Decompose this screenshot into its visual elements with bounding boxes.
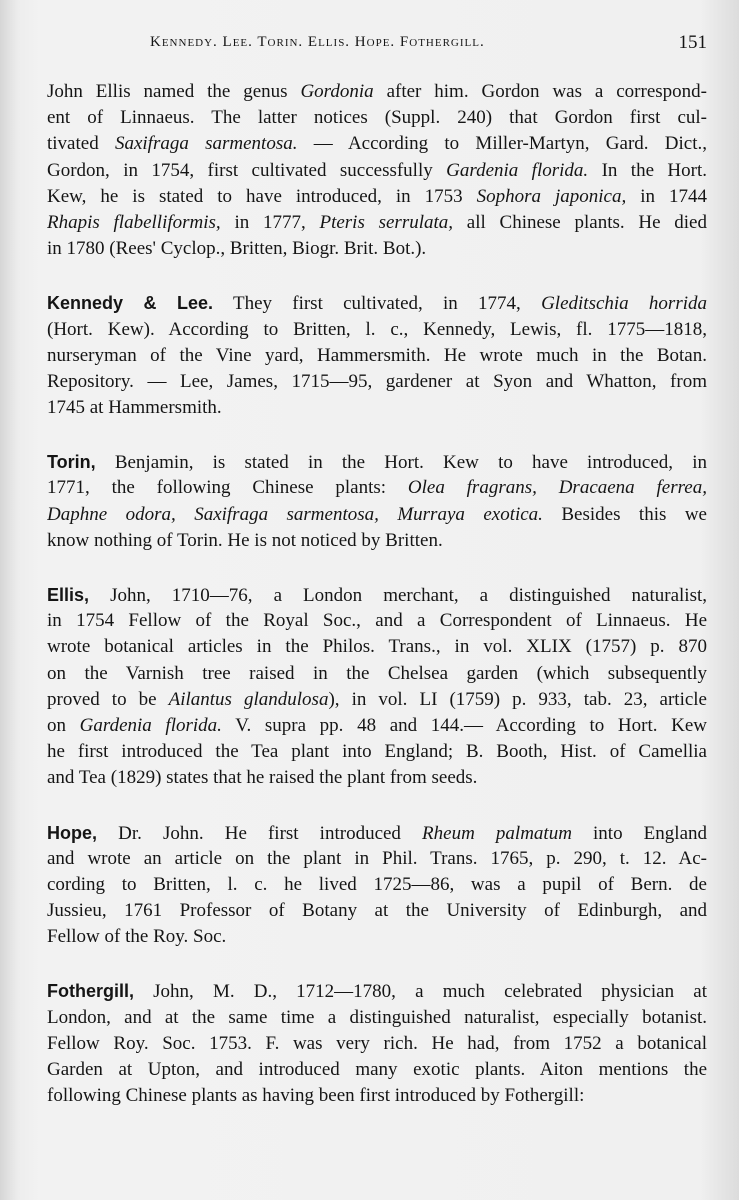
text-run: after him. Gordon was a correspond- — [373, 81, 707, 102]
paragraph-gap — [47, 262, 707, 290]
text-run: in 1754 Fellow of the Royal Soc., and a Correspondent of Linnaeus. He — [47, 610, 707, 632]
paragraph-gap — [47, 950, 707, 978]
text-line — [47, 1005, 707, 1031]
text-line — [47, 343, 707, 369]
text-line — [47, 846, 707, 872]
text-run: tivated — [47, 133, 115, 155]
paragraph — [47, 582, 707, 792]
text-line — [47, 582, 707, 608]
text-line — [47, 184, 707, 210]
text-line — [47, 872, 707, 898]
text-run: London, and at the same time a distinguished naturalist, especially botanist. — [47, 1006, 707, 1028]
text-run: wrote botanical articles in the Philos. Trans., in vol. XLIX (1757) p. 870 — [47, 636, 707, 658]
text-line — [47, 1031, 707, 1057]
text-run: in 1780 (Rees' Cyclop., Britten, Biogr. Brit. Bot.). — [47, 238, 427, 260]
text-run: John Ellis named the genus — [47, 81, 301, 102]
text-run: In the Hort. — [588, 159, 707, 181]
text-line — [47, 687, 707, 713]
text-line — [47, 475, 707, 501]
text-run: Garden at Upton, and introduced many exotic plants. Aiton mentions the — [47, 1059, 707, 1080]
running-head-title: Kennedy. Lee. Torin. Ellis. Hope. Fothergill. — [150, 34, 485, 50]
italic-text: Ailantus glandulosa — [168, 688, 329, 710]
text-line — [47, 395, 707, 421]
text-line — [47, 158, 707, 184]
italic-text: Gardenia florida. — [446, 159, 589, 181]
paragraph — [47, 978, 707, 1109]
text-line — [47, 661, 707, 687]
paragraph-gap — [47, 554, 707, 582]
text-run: Dr. John. He first introduced — [97, 822, 423, 844]
text-line — [47, 820, 707, 846]
paragraph-gap — [47, 792, 707, 820]
body-text — [47, 79, 707, 1109]
text-run: on the Varnish tree raised in the Chelsea garden (which subsequently — [47, 662, 707, 684]
text-run: John, 1710—76, a London merchant, a distinguished naturalist, — [89, 585, 707, 606]
italic-text: Olea fragrans, Dracaena ferrea, — [407, 477, 707, 499]
text-line — [47, 713, 707, 739]
text-run: — According to Miller-Martyn, Gard. Dict., — [297, 133, 707, 155]
text-run: John, M. D., 1712—1780, a much celebrated physician at — [134, 981, 707, 1003]
paragraph — [47, 449, 707, 554]
entry-heading: Torin, — [47, 452, 96, 473]
text-run: ent of Linnaeus. The latter notices (Suppl. 240) that Gordon first cul- — [47, 107, 707, 129]
text-line — [47, 898, 707, 924]
text-run: all Chinese plants. He died — [453, 211, 707, 233]
text-run: ), in vol. LI (1759) p. 933, tab. 23, article — [328, 688, 707, 710]
text-line — [47, 1083, 707, 1109]
text-run: and wrote an article on the plant in Phil. Trans. 1765, p. 290, t. 12. Ac- — [47, 847, 707, 869]
text-line — [47, 978, 707, 1004]
text-line — [47, 449, 707, 475]
paragraph — [47, 290, 707, 421]
text-line — [47, 739, 707, 765]
italic-text: Pteris serrulata, — [319, 211, 454, 233]
text-run: Kew, he is stated to have introduced, in 1753 — [47, 185, 477, 207]
text-line — [47, 317, 707, 343]
text-line — [47, 131, 707, 157]
italic-text: Daphne odora, Saxifraga sarmentosa, Murraya exotica. — [47, 503, 543, 525]
text-line — [47, 236, 707, 262]
text-run: nurseryman of the Vine yard, Hammersmith. He wrote much in the Botan. — [47, 344, 707, 366]
text-line — [47, 608, 707, 634]
italic-text: Gleditschia horrida — [541, 293, 707, 315]
text-run: Besides this we — [542, 503, 707, 525]
text-run: into England — [571, 822, 707, 844]
text-run: Fellow Roy. Soc. 1753. F. was very rich. He had, from 1752 a botanical — [47, 1032, 707, 1054]
text-run: Benjamin, is stated in the Hort. Kew to have introduced, in — [95, 452, 707, 474]
text-line — [47, 502, 707, 528]
entry-heading: Fothergill, — [47, 981, 134, 1002]
text-run: in 1744 — [626, 185, 707, 207]
page-number: 151 — [678, 32, 707, 53]
text-run: know nothing of Torin. He is not noticed by Britten. — [47, 529, 443, 551]
italic-text: Saxifraga sarmentosa. — [114, 133, 298, 155]
text-run: V. supra pp. 48 and 144.— According to Hort. Kew — [221, 714, 707, 736]
text-run: Gordon, in 1754, first cultivated successfully — [47, 159, 447, 181]
text-run: 1771, the following Chinese plants: — [47, 477, 408, 499]
text-line — [47, 369, 707, 395]
text-run: cording to Britten, l. c. he lived 1725—86, was a pupil of Bern. de — [47, 873, 707, 895]
running-head — [0, 34, 739, 58]
italic-text: Rheum palmatum — [422, 822, 572, 844]
text-line — [47, 924, 707, 950]
text-run: on — [47, 714, 80, 736]
entry-heading: Hope, — [47, 822, 98, 843]
italic-text: Sophora japonica, — [476, 185, 627, 207]
italic-text: Gordonia — [300, 81, 374, 102]
paragraph — [47, 820, 707, 951]
text-line — [47, 105, 707, 131]
paragraph-gap — [47, 421, 707, 449]
text-run: and Tea (1829) states that he raised the plant from seeds. — [47, 767, 478, 789]
text-line — [47, 765, 707, 791]
text-run: following Chinese plants as having been first introduced by Fothergill: — [47, 1085, 585, 1107]
text-run: Fellow of the Roy. Soc. — [47, 926, 227, 948]
text-run: 1745 at Hammersmith. — [47, 397, 222, 419]
text-line — [47, 290, 707, 316]
text-run: They first cultivated, in 1774, — [213, 293, 542, 315]
entry-heading: Ellis, — [47, 585, 90, 605]
text-line — [47, 528, 707, 554]
text-line — [47, 210, 707, 236]
text-run: he first introduced the Tea plant into England; B. Booth, Hist. of Camellia — [47, 741, 707, 763]
text-line — [47, 634, 707, 660]
entry-heading: Kennedy & Lee. — [47, 293, 214, 314]
text-run: in 1777, — [220, 211, 320, 233]
text-run: (Hort. Kew). According to Britten, l. c., Kennedy, Lewis, fl. 1775—1818, — [47, 318, 707, 340]
italic-text: Rhapis flabelliformis, — [47, 211, 221, 233]
text-run: Repository. — Lee, James, 1715—95, gardener at Syon and Whatton, from — [47, 370, 707, 392]
text-line — [47, 1057, 707, 1083]
italic-text: Gardenia florida. — [79, 714, 222, 736]
text-run: proved to be — [47, 688, 169, 710]
text-line — [47, 79, 707, 105]
paragraph — [47, 79, 707, 262]
text-run: Jussieu, 1761 Professor of Botany at the University of Edinburgh, and — [47, 900, 707, 922]
